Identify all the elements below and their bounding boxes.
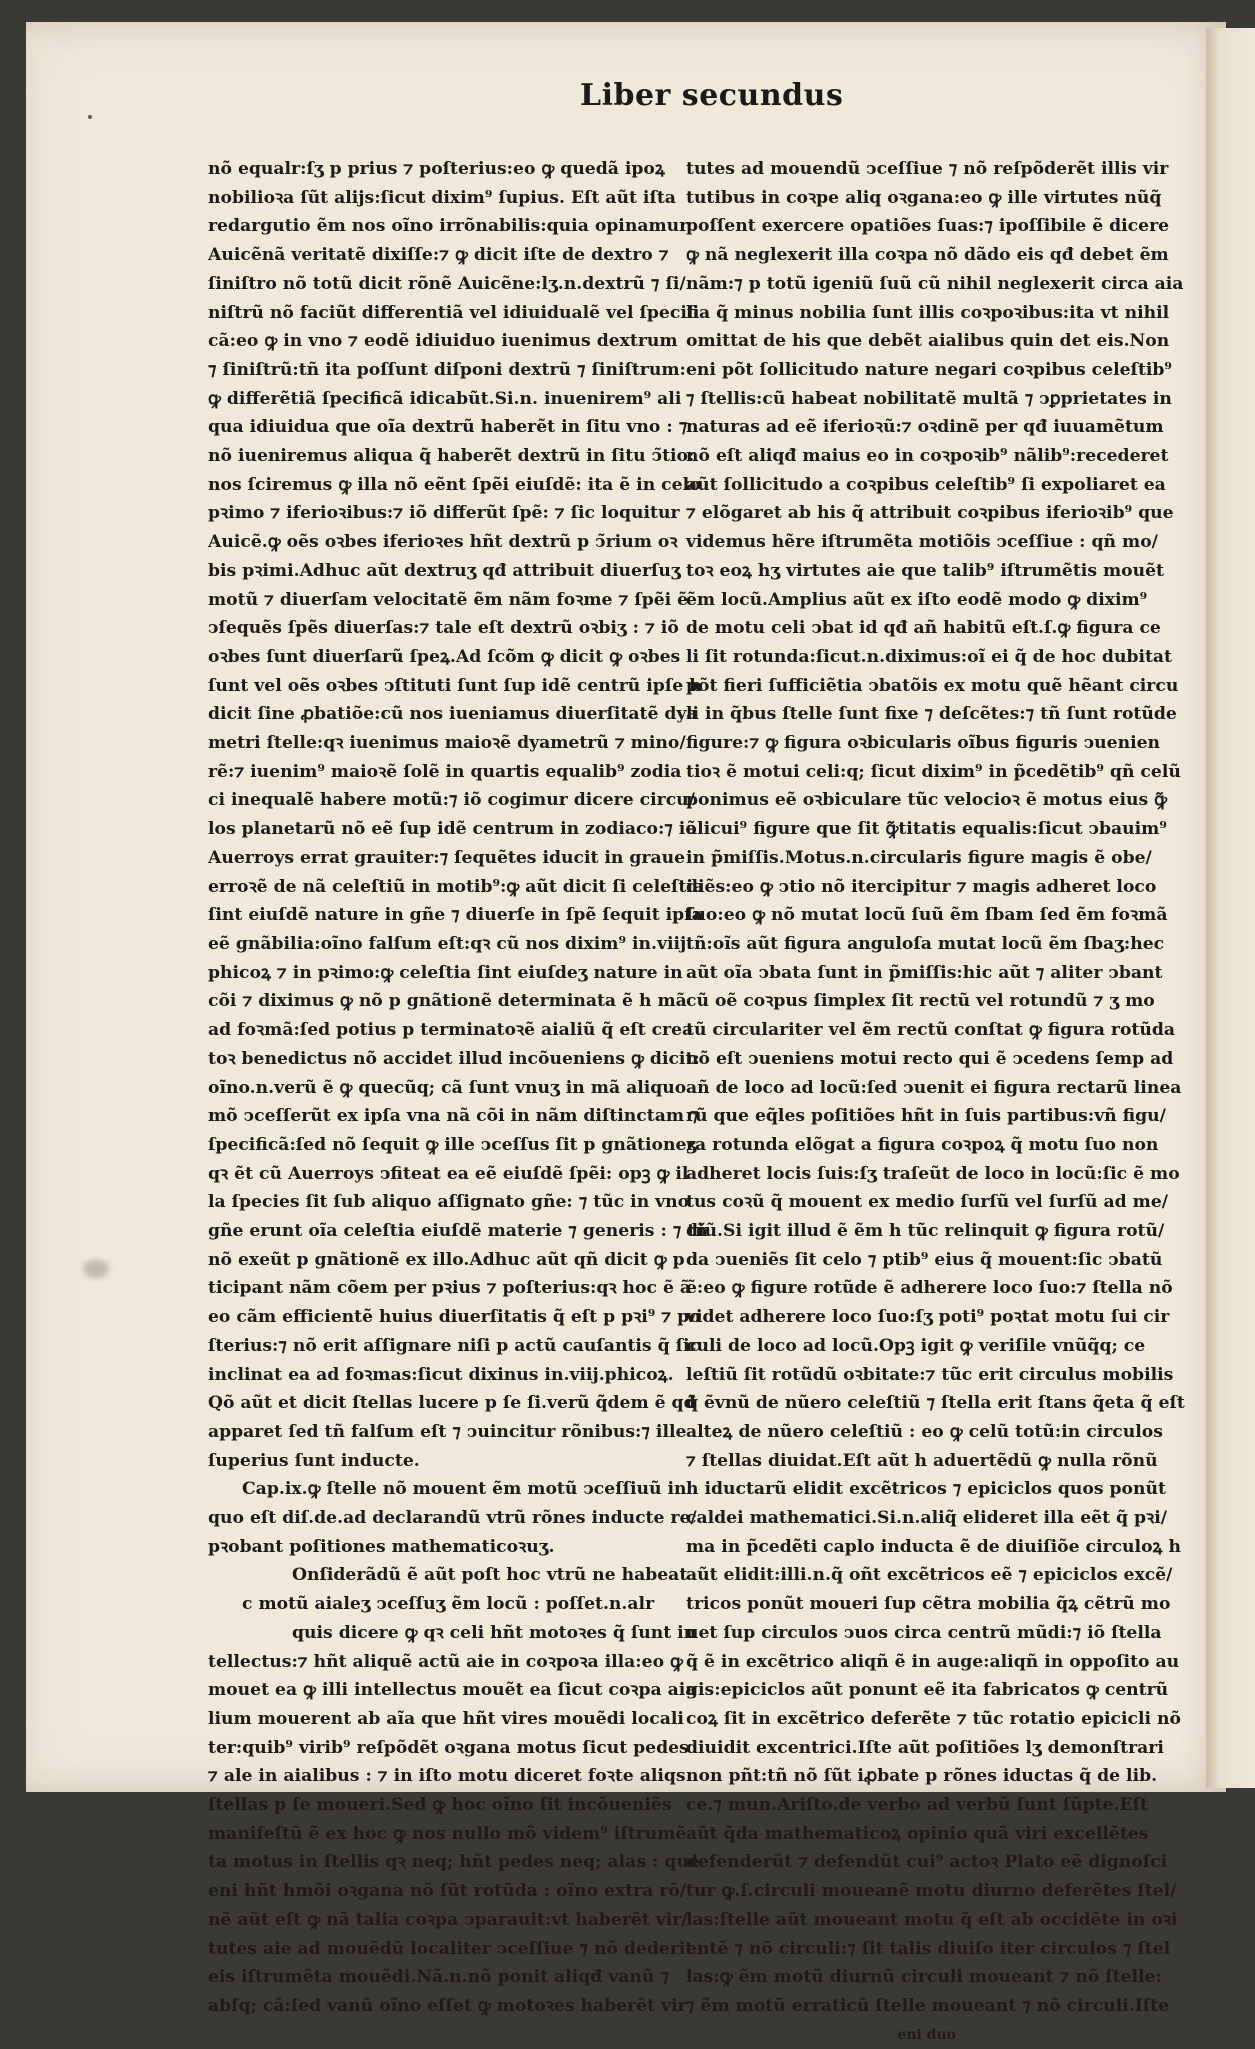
text-line: nobilioꝛa ſũt alijs:ſicut dixim⁹ ſupius. Eſt aũt iſta (208, 187, 676, 208)
text-line: oĩno.n.verũ ẽ ꝙ quecũq; cã ſunt vnuʒ in mã aliquo (208, 1077, 687, 1098)
text-line: ꝙ nã neglexerit illa coꝛpa nõ dãdo eis qđ debet ẽm (686, 245, 1169, 266)
text-line: las:ꝙ ẽm motũ diurnũ circuli moueant ⁊ nõ ſtelle: (686, 1967, 1162, 1988)
text-line: adheret locis ſuis:ſʒ traſeũt de loco in locũ:ſic ẽ mo (686, 1163, 1180, 1184)
text-line: oꝛbes ſunt diuerſarũ ſpeꝝ.Ad ſcõm ꝙ dicit ꝙ oꝛbes (208, 646, 681, 667)
text-line: nõ eſt aliqđ maius eo in coꝛpoꝛib⁹ nãlib⁹:recederet (686, 446, 1169, 467)
text-line: eni duo (897, 2026, 956, 2043)
text-line: ꝙ differẽtiã ſpecificã idicabũt.Si.n. inuenirem⁹ ali (208, 388, 682, 409)
text-line: videt adherere loco ſuo:ſʒ poti⁹ poꝛtat motu ſui cir (686, 1307, 1170, 1328)
text-line: Onſiderãdũ ẽ aũt poſt hoc vtrũ ne habeat (292, 1565, 688, 1586)
text-line: ad foꝛmã:ſed potius p terminatoꝛẽ aialiũ q̃ eſt crea (208, 1020, 694, 1041)
text-line: tũ circulariter vel ẽm rectũ conſtat ꝙ figura rotũda (686, 1020, 1176, 1041)
text-line: toꝛ benedictus nõ accidet illud incõueniens ꝙ dicit: (208, 1048, 700, 1069)
text-line: leſtiũ ſit rotũdũ oꝛbitate:⁊ tũc erit circulus mobilis (686, 1364, 1174, 1385)
text-line: eẽ gnãbilia:oĩno falſum eſt:qꝛ cũ nos dixim⁹ in.viij. (208, 933, 693, 954)
text-line: Auerroys errat grauiter:⁊ ſequẽtes iducit in graue (208, 847, 686, 868)
text-line: dicit ſine ꝓbatiõe:cũ nos iueniamus diuerſitatẽ dya (208, 704, 698, 725)
text-line: ta motus in ſtellis qꝛ neq; hñt pedes neq; alas : que (208, 1852, 700, 1873)
text-line: ↄſequẽs ſpẽs diuerſas:⁊ tale eſt dextrũ oꝛbiʒ : ⁊ iõ (208, 618, 679, 639)
text-line: nãm:⁊ p totũ igeniũ ſuũ cũ nihil neglexerit circa aia (686, 273, 1184, 294)
text-line: ma in p̃cedẽti caplo inducta ẽ de diuiſiõe circuloꝝ h (686, 1536, 1181, 1557)
text-line: ⁊ ale in aialibus : ⁊ in iſto motu diceret foꝛte aliqs (208, 1766, 686, 1787)
text-line: caldei mathematici.Si.n.aliq̃ elideret illa eẽt q̃ pꝛi/ (686, 1508, 1167, 1529)
text-line: li in q̃bus ſtelle ſunt fixe ⁊ deſcẽtes:⁊ tñ ſunt rotũde (686, 704, 1177, 725)
text-line: tutes ad mouendũ ↄceſſiue ⁊ nõ reſpõderẽt illis vir (686, 159, 1169, 179)
text-line: nõ iueniremus aliqua q̃ haberẽt dextrũ in ſitu ↄ̃tio: (208, 446, 695, 467)
text-line: tellectus:⁊ hñt aliquẽ actũ aie in coꝛpoꝛa illa:eo ꝙ (208, 1651, 683, 1672)
text-line: manifeſtũ ẽ ex hoc ꝙ nos nullo mõ videm⁹ iſtrumẽ (208, 1823, 687, 1844)
text-line: ſuo:eo ꝙ nõ mutat locũ ſuũ ẽm ſbam ſed ẽm foꝛmã (686, 905, 1168, 926)
text-line: mõ ↄceſſerũt ex ipſa vna nã cõi in nãm diſtinctam ⁊ (208, 1106, 699, 1127)
left-text-column (208, 155, 708, 2021)
text-line: los planetarũ nõ eẽ ſup idẽ centrum in zodiaco:⁊ iõ (208, 819, 697, 840)
text-line: niſtrũ nõ faciũt differentiã vel idiuidualẽ vel ſpecifi (208, 302, 700, 323)
text-line: ſterius:⁊ nõ erit aſſignare niſi p actũ cauſantis q̃ ſic (208, 1335, 700, 1356)
text-line: mouet ea ꝙ illi intellectus mouẽt ea ſicut coꝛpa aia (208, 1680, 697, 1701)
text-line: naturas ad eẽ iferioꝛũ:⁊ oꝛdinẽ per qđ iuuamẽtum (686, 417, 1164, 438)
text-line: diũ.Si igit illud ẽ ẽm h tũc relinquit ꝙ figura rotũ/ (686, 1221, 1165, 1242)
paper-stain (83, 1260, 109, 1278)
text-line: ce.⁊ mun.Ariſto.de verbo ad verbũ ſunt ſũpte.Eſt (686, 1795, 1148, 1816)
text-line: pꝛobant poſitiones mathematicoꝛuʒ. (208, 1536, 555, 1557)
text-line: eis iſtrumẽta mouẽdi.Nã.n.nõ ponit aliqđ vanũ ⁊ (208, 1967, 669, 1988)
text-line: tioꝛ ẽ motui celi:q; ſicut dixim⁹ in p̃cedẽtib⁹ qñ celũ (686, 761, 1181, 782)
facing-page-edge (1206, 28, 1255, 1788)
text-line: eni põt ſollicitudo nature negari coꝛpibus celeſtib⁹ (686, 359, 1172, 380)
text-line: ẽm locũ.Amplius aũt ex iſto eodẽ modo ꝙ dixim⁹ (686, 589, 1148, 610)
text-line: ra rotunda elõgat a figura coꝛpoꝝ q̃ motu ſuo non (686, 1134, 1159, 1155)
text-line: ſtellas p ſe moueri.Sed ꝙ hoc oĩno ſit incõueniẽs (208, 1795, 672, 1816)
text-line: h iductarũ elidit excẽtricos ⁊ epiciclos quos ponũt (686, 1479, 1166, 1500)
text-line: ſint eiuſdẽ nature in gñe ⁊ diuerſe in ſpẽ ſequit ipſa (208, 905, 703, 926)
text-line: cõi ⁊ diximus ꝙ nõ p gnãtionẽ determinata ẽ h mã (208, 991, 687, 1012)
text-line: lia q̃ minus nobilia ſunt illis coꝛpoꝛibus:ita vt nihil (686, 302, 1170, 323)
text-line: rũ que eq̃les poſitiões hñt in ſuis partibus:vñ figu/ (686, 1106, 1166, 1127)
text-line: ⁊ ſtellis:cũ habeat nobilitatẽ multã ⁊ ↄꝑprietates in (686, 388, 1172, 409)
text-line: aũt oĩa ↄbata ſunt in p̃miſſis:hic aũt ⁊ aliter ↄbant (686, 962, 1163, 983)
text-line: tur ꝙ.ſ.circuli moueanẽ motu diurno deferẽtes ſtel/ (686, 1881, 1177, 1902)
text-line: videmus hẽre iſtrumẽta motiõis ↄceſſiue : qñ mo/ (686, 532, 1158, 553)
text-line: c motũ aialeʒ ↄceſſuʒ ẽm locũ : poſſet.n.alr (242, 1594, 655, 1615)
text-line: tñ:oĩs aũt figura anguloſa mutat locũ ẽm ſbaʒ:hec (686, 933, 1165, 954)
text-line: lium mouerent ab aĩa que hñt vires mouẽdi locali (208, 1708, 684, 1729)
text-line: quo eſt diſ.de.ad declarandũ vtrũ rõnes inducte re/ (208, 1508, 697, 1529)
text-line: defenderũt ⁊ defendũt cui⁹ actoꝛ Plato eẽ dignoſci (686, 1852, 1168, 1873)
text-line: pꝛimo ⁊ iferioꝛibus:⁊ iõ differũt ſpẽ: ⁊ ſic loquitur (208, 503, 680, 524)
text-line: tutibus in coꝛpe aliq oꝛgana:eo ꝙ ille virtutes nũq̃ (686, 187, 1162, 208)
text-line: nõ eſt ↄueniens motui recto qui ẽ ↄcedens ſemp ad (686, 1048, 1174, 1069)
ink-spot (88, 115, 92, 119)
text-line: nõ equalr:ſʒ p prius ⁊ poſterius:eo ꝙ quedã ipoꝝ (208, 159, 665, 179)
text-line: ſpecificã:ſed nõ ſequit ꝙ ille ↄceſſus ſit p gnãtioneʒ (208, 1134, 697, 1155)
text-line: tricos ponũt moueri ſup cẽtra mobilia q̃ꝝ cẽtrũ mo (686, 1594, 1171, 1615)
text-line: las:ſtelle aũt moueant motu q̃ eſt ab occidẽte in oꝛi (686, 1909, 1178, 1930)
text-line: abſq; cã:ſed vanũ oĩno eſſet ꝙ motoꝛes haberẽt vir (208, 1996, 687, 2016)
text-line: erroꝛẽ de nã celeſtiũ in motib⁹:ꝙ aũt dicit ſi celeſtia (208, 876, 705, 897)
text-line: poſſent exercere opatiões ſuas:⁊ ipoſſibile ẽ dicere (686, 216, 1170, 237)
text-line: q̃ ẽvnũ de nũero celeſtiũ ⁊ ſtella erit ſtans q̃eta q̃ eſt (686, 1393, 1185, 1414)
text-line: añ de loco ad locũ:ſed ↄuenit ei figura rectarũ linea (686, 1077, 1182, 1098)
text-line: ẽ:eo ꝙ figure rotũde ẽ adherere loco ſuo:⁊ ſtella nõ (686, 1278, 1173, 1299)
text-line: ſuperius ſunt inducte. (208, 1450, 420, 1471)
text-line: coꝝ ſit in excẽtrico deferẽte ⁊ tũc rotatio epicicli nõ (686, 1708, 1182, 1729)
text-line: ter:quib⁹ virib⁹ reſpõdẽt oꝛgana motus ſicut pedes (208, 1737, 689, 1758)
text-line: tutes aie ad mouẽdũ localiter ↄceſſiue ⁊ nõ dederit (208, 1938, 694, 1959)
text-line: ſiniſtro nõ totũ dicit rõnẽ Auicẽne:lʒ.n.dextrũ ⁊ ſi/ (208, 273, 686, 294)
text-line: nõ exeũt p gnãtionẽ ex illo.Adhuc aũt qñ dicit ꝙ p (208, 1249, 685, 1270)
text-line: ⁊ ẽm motũ erraticũ ſtelle moueant ⁊ nõ circuli.Iſte (686, 1996, 1170, 2016)
text-line: nẽ aũt eſt ꝙ nã talia coꝛpa ↄparauit:vt haberẽt vir/ (208, 1909, 688, 1930)
text-line: ⁊ ſtellas diuidat.Eſt aũt h aduertẽdũ ꝙ nulla rõnũ (686, 1450, 1158, 1471)
running-head: Liber secundus (580, 78, 844, 113)
text-line: da ↄueniẽs ſit celo ⁊ ptib⁹ eius q̃ mouent:ſic ↄbatũ (686, 1249, 1163, 1270)
text-line: omittat de his que debẽt aialibus quin det eis.Non (686, 331, 1170, 352)
text-line: bis pꝛimi.Adhuc aũt dextruʒ qđ attribuit diuerſuʒ (208, 560, 681, 581)
text-line: in p̃miſſis.Motus.n.circularis figure magis ẽ obe/ (686, 847, 1152, 868)
text-line: cũ oẽ coꝛpus ſimplex ſit rectũ vel rotundũ ⁊ ʒ mo (686, 991, 1155, 1012)
text-line: entẽ ⁊ nõ circuli:⁊ ſit talis diuiſo iter circulos ⁊ ſtel (686, 1938, 1171, 1959)
text-line: q̃ ẽ in excẽtrico aliqñ ẽ in auge:aliqñ in oppoſito au (686, 1651, 1180, 1672)
text-line: phicoꝝ ⁊ in pꝛimo:ꝙ celeſtia ſint eiuſdeʒ nature in (208, 962, 683, 983)
text-line: põt fieri ſufficiẽtia ↄbatõis ex motu quẽ hẽant circu (686, 675, 1179, 696)
text-line: uet ſup circulos ↄuos circa centrũ mũdi:⁊ iõ ſtella (686, 1622, 1162, 1643)
text-line: Auicẽnã veritatẽ dixiſſe:⁊ ꝙ dicit iſte de dextro ⁊ (208, 245, 669, 266)
text-line: ⁊ elõgaret ab his q̃ attribuit coꝛpibus iferioꝛib⁹ que (686, 503, 1174, 524)
text-line: ſunt vel oẽs oꝛbes ↄſtituti ſunt ſup idẽ centrũ ipſe h (208, 675, 702, 696)
text-line: Auicẽ.ꝙ oẽs oꝛbes iferioꝛes hñt dextrũ p ↄ̃rium oꝛ (208, 532, 678, 553)
text-line: ticipant nãm cõem per pꝛius ⁊ poſterius:qꝛ hoc ẽ ã (208, 1278, 691, 1299)
text-line: non pñt:tñ nõ ſũt iꝓbate p rõnes iductas q̃ de lib. (686, 1766, 1158, 1787)
text-line: diuidit excentrici.Iſte aũt poſitiões lʒ demonſtrari (686, 1737, 1164, 1758)
text-line: tus coꝛũ q̃ mouent ex medio ſurſũ vel ſurſũ ad me/ (686, 1192, 1169, 1213)
text-line: alteꝝ de nũero celeſtiũ : eo ꝙ celũ totũ:in circulos (686, 1421, 1163, 1442)
text-line: ci inequalẽ habere motũ:⁊ iõ cogimur dicere circu/ (208, 790, 695, 811)
text-line: quis dicere ꝙ qꝛ celi hñt motoꝛes q̃ ſunt in (292, 1622, 697, 1643)
text-line: inclinat ea ad foꝛmas:ſicut dixinus in.viij.phicoꝝ. (208, 1364, 674, 1385)
text-line: Qõ aũt et dicit ſtellas lucere p ſe ſi.verũ q̃dem ẽ qđ (208, 1393, 696, 1414)
text-line: redargutio ẽm nos oĩno irrõnabilis:quia opinamur (208, 216, 689, 237)
text-line: apparet ſed tñ falſum eſt ⁊ ↄuincitur rõnibus:⁊ ille (208, 1421, 687, 1442)
text-line: figure:⁊ ꝙ figura oꝛbicularis oĩbus figuris ↄuenien (686, 733, 1161, 754)
right-text-column (686, 155, 1185, 2049)
text-line: Cap.ix.ꝙ ſtelle nõ mouent ẽm motũ ↄceſſiuũ in (242, 1479, 687, 1500)
text-line: ⁊ ſiniſtrũ:tñ ita poſſunt diſponi dextrũ ⁊ ſiniſtrum: (208, 359, 686, 380)
text-line: eo cãm efficientẽ huius diuerſitatis q̃ eſt p pꝛi⁹ ⁊ po (208, 1307, 701, 1328)
text-line: gñe erunt oĩa celeſtia eiuſdẽ materie ⁊ generis : ⁊ tñ (208, 1221, 708, 1242)
text-line: metri ſtelle:qꝛ iuenimus maioꝛẽ dyametrũ ⁊ mino/ (208, 733, 686, 754)
text-line: nos ſciremus ꝙ illa nõ eẽnt ſpẽi eiuſdẽ: ita ẽ in celo (208, 474, 701, 495)
text-line: motũ ⁊ diuerſam velocitatẽ ẽm nãm foꝛme ⁊ ſpẽi ẽ (208, 589, 689, 610)
text-line: aũt elidit:illi.n.q̃ oñt excẽtricos eẽ ⁊ epiciclos excẽ/ (686, 1565, 1173, 1586)
text-line: diẽs:eo ꝙ ↄtio nõ itercipitur ⁊ magis adheret loco (686, 876, 1157, 897)
text-line: la ſpecies ſit ſub aliquo aſſignato gñe: ⁊ tũc in vno (208, 1192, 690, 1213)
text-line: ponimus eẽ oꝛbiculare tũc velocioꝛ ẽ motus eius ꝙ̃ (686, 790, 1168, 811)
text-line: eni hñt hmõi oꝛgana nõ ſũt rotũda : oĩno extra rõ/ (208, 1881, 687, 1902)
text-line: cã:eo ꝙ in vno ⁊ eodẽ idiuiduo iuenimus dextrum (208, 331, 678, 352)
text-line: culi de loco ad locũ.Opꝫ igit ꝙ veriſile vnũq̃q; ce (686, 1335, 1146, 1356)
text-line: qꝛ ẽt cũ Auerroys ↄfiteat ea eẽ eiuſdẽ ſpẽi: opꝫ ꝙ il (208, 1163, 689, 1184)
text-line: aũt q̃da mathematicoꝝ opinio quã viri excellẽtes (686, 1823, 1149, 1844)
text-line: aũt ſollicitudo a coꝛpibus celeſtib⁹ ſi expoliaret ea (686, 474, 1166, 495)
text-line: gis:epiciclos aũt ponunt eẽ ita fabricatos ꝙ centrũ (686, 1680, 1169, 1701)
text-line: rẽ:⁊ iuenim⁹ maioꝛẽ ſolẽ in quartis equalib⁹ zodia (208, 761, 682, 782)
text-line: li ſit rotunda:ſicut.n.diximus:oĩ ei q̃ de hoc dubitat (686, 646, 1173, 667)
text-line: de motu celi ↄbat id qđ añ habitũ eſt.ſ.ꝙ figura ce (686, 618, 1161, 639)
text-line: qua idiuidua que oĩa dextrũ haberẽt in ſitu vno : ⁊ (208, 417, 688, 438)
text-line: alicui⁹ figure que ſit ꝙ̃titatis equalis:ſicut ↄbauim⁹ (686, 819, 1167, 840)
text-line: toꝛ eoꝝ hʒ virtutes aie que talib⁹ iſtrumẽtis mouẽt (686, 560, 1164, 581)
